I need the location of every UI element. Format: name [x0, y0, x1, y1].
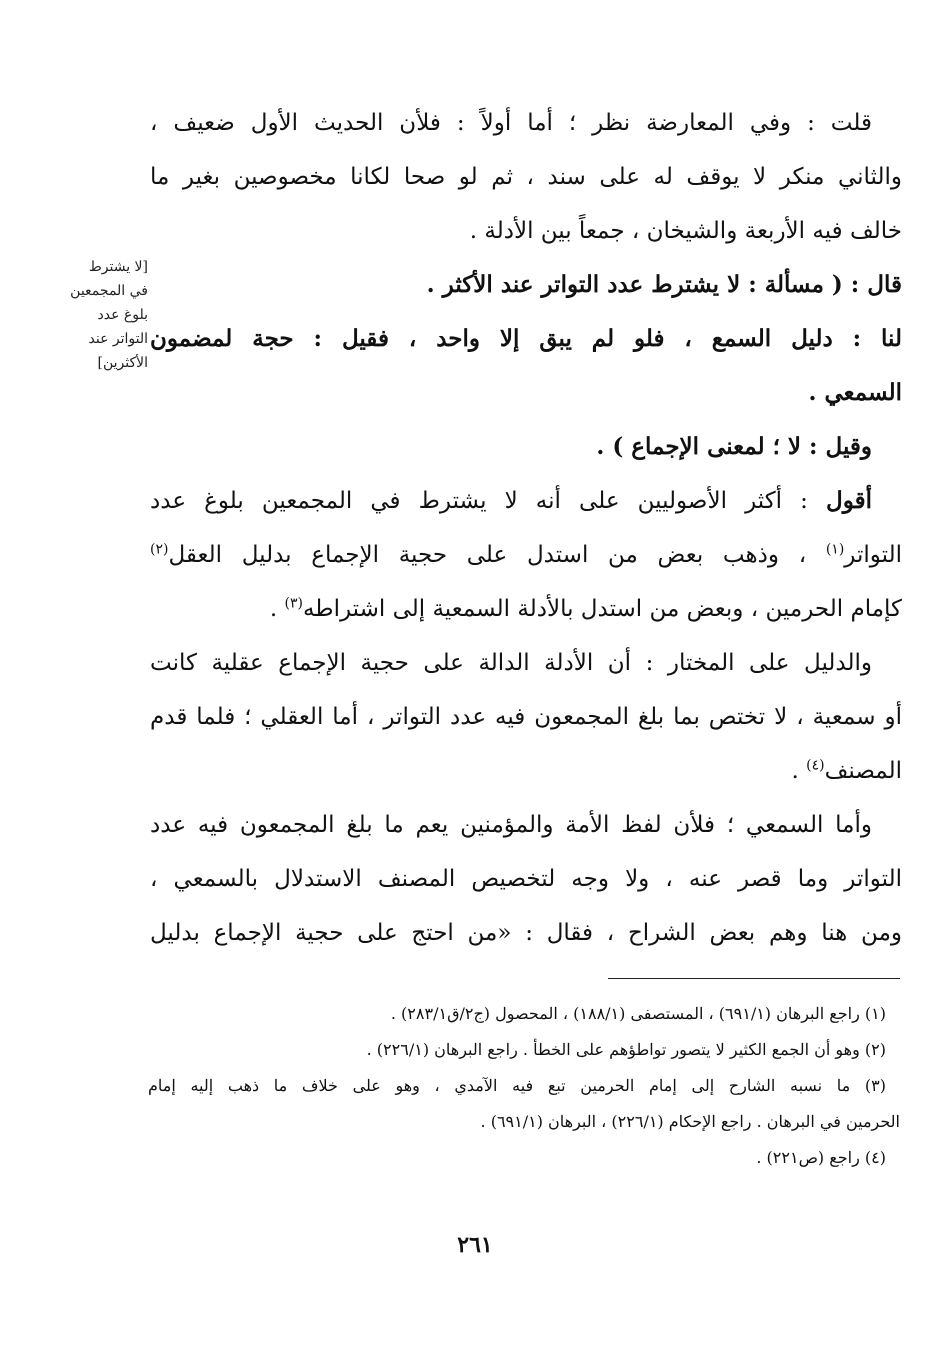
text-line	[150, 528, 902, 582]
text-line: والدليل على المختار : أن الأدلة الدالة على حجية الإجماع عقلية كانت	[150, 650, 872, 676]
text-line	[150, 474, 902, 528]
text-span: التواتر	[844, 542, 902, 568]
text-line: قلت : وفي المعارضة نظر ؛ أما أولاً : فلأن الحديث الأول ضعيف ،	[150, 110, 872, 136]
text-line	[150, 582, 902, 636]
quoted-line: لنا : دليل السمع ، فلو لم يبق إلا واحد ، فقيل : حجة لمضمون	[150, 325, 902, 352]
margin-note-line: [لا يشترط	[88, 259, 148, 275]
text-span: .	[791, 758, 807, 784]
footnote: (٣) ما نسبه الشارح إلى إمام الحرمين تبع فيه الآمدي ، وهو على خلاف ما ذهب إليه إمام	[148, 1076, 886, 1095]
text-line: خالف فيه الأربعة والشيخان ، جمعاً بين الأدلة .	[469, 218, 902, 244]
text-span: المصنف	[824, 758, 902, 784]
margin-note-line: التواتر عند	[88, 331, 148, 347]
quoted-line: وقيل : لا ؛ لمعنى الإجماع ) .	[596, 433, 872, 460]
footnote-ref: (٣)	[284, 595, 303, 612]
footnote: (٤) راجع (ص٢٢١) .	[756, 1148, 886, 1167]
text-line	[150, 744, 902, 798]
text-span: .	[269, 596, 285, 622]
margin-note-line: في المجمعين	[70, 283, 148, 299]
margin-note-line: الأكثرين]	[97, 355, 148, 371]
aqulu-label: أقول	[826, 487, 872, 514]
text-span: كإمام الحرمين ، وبعض من استدل بالأدلة السمعية إلى اشتراطه	[302, 596, 902, 622]
main-text	[150, 96, 902, 960]
footnotes	[148, 996, 900, 1176]
footnote-ref: (١)	[825, 541, 845, 558]
footnote: (١) راجع البرهان (٦٩١/١) ، المستصفى (١٨٨/١) ، المحصول (ج٢/ق٢٨٣/١) .	[390, 1004, 886, 1023]
footnote: (٢) وهو أن الجمع الكثير لا يتصور تواطؤهم على الخطأ . راجع البرهان (٢٢٦/١) .	[366, 1040, 886, 1059]
page-number: ٢٦١	[457, 1232, 493, 1258]
text-line: وأما السمعي ؛ فلأن لفظ الأمة والمؤمنين يعم ما بلغ المجمعون فيه عدد	[150, 812, 872, 838]
text-span: ، وذهب بعض من استدل على حجية الإجماع بدليل العقل	[168, 542, 826, 568]
text-line: ومن هنا وهم بعض الشراح ، فقال : «من احتج على حجية الإجماع بدليل	[150, 920, 902, 946]
quoted-line: السمعي .	[808, 379, 902, 406]
text-line: أو سمعية ، لا تختص بما بلغ المجمعون فيه عدد التواتر ، أما العقلي ؛ فلما قدم	[150, 704, 902, 730]
margin-note	[66, 255, 148, 375]
footnote-ref: (٢)	[150, 541, 169, 558]
footnote-divider	[608, 978, 900, 979]
quoted-line: قال : ( مسألة : لا يشترط عدد التواتر عند الأكثر .	[426, 271, 902, 298]
footnote-ref: (٤)	[806, 757, 825, 774]
text-line: والثاني منكر لا يوقف له على سند ، ثم لو صحا لكانا مخصوصين بغير ما	[150, 164, 902, 190]
text-line: التواتر وما قصر عنه ، ولا وجه لتخصيص المصنف الاستدلال بالسمعي ،	[150, 866, 902, 892]
footnote-continuation: الحرمين في البرهان . راجع الإحكام (٢٢٦/١) ، البرهان (٦٩١/١) .	[480, 1112, 900, 1131]
margin-note-line: بلوغ عدد	[97, 307, 148, 323]
text-span: : أكثر الأصوليين على أنه لا يشترط في المجمعين بلوغ عدد	[150, 488, 827, 514]
